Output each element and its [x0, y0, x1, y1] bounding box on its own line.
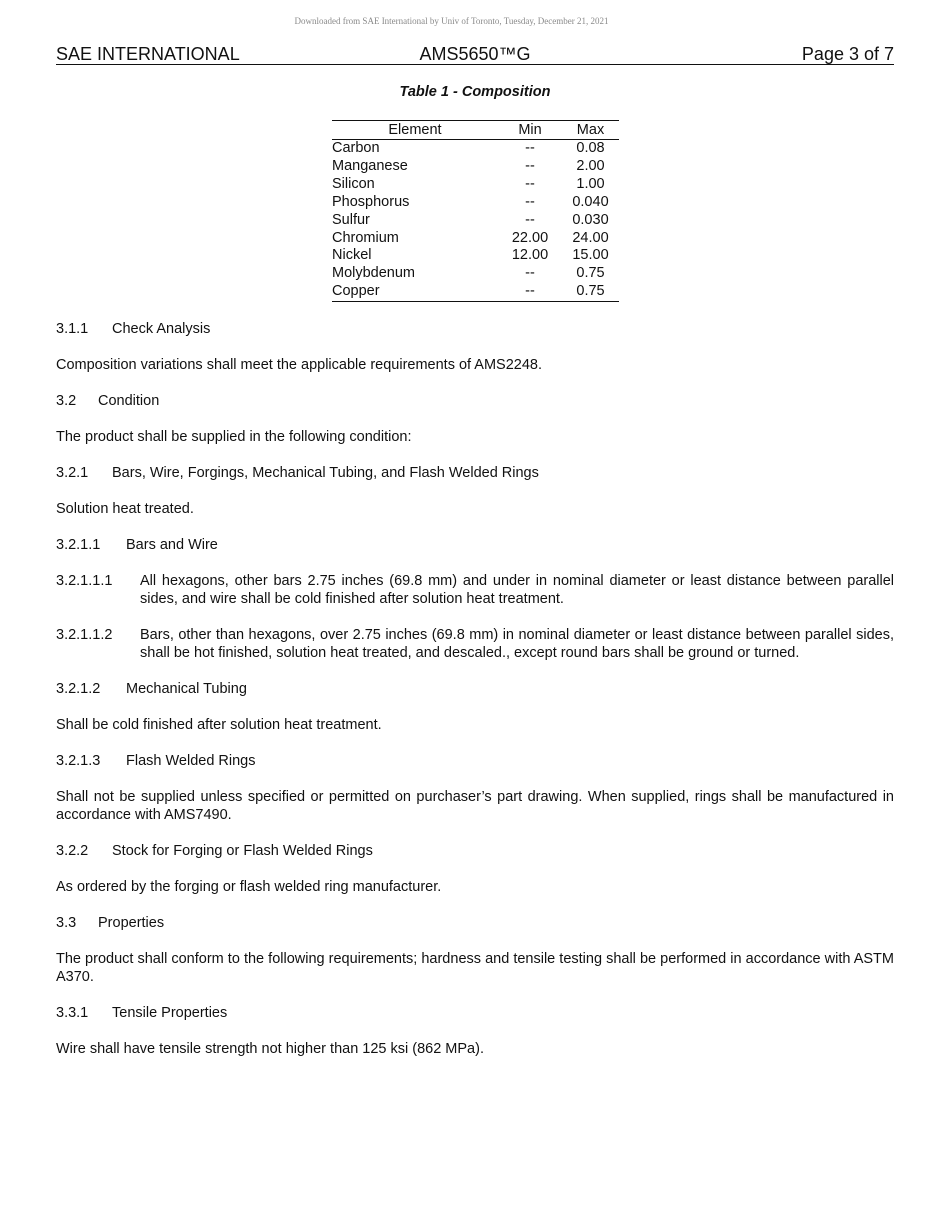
header-page-number: Page 3 of 7 — [801, 44, 894, 64]
min-cell: 22.00 — [511, 229, 549, 246]
page-header — [56, 44, 894, 65]
min-cell: -- — [525, 211, 535, 228]
max-cell: 15.00 — [572, 247, 609, 264]
paragraph-stock-for-forging: As ordered by the forging or flash welded ring manufacturer. — [56, 879, 442, 895]
section-heading-stock-for-forging — [56, 842, 894, 860]
max-cell: 0.08 — [576, 140, 605, 156]
element-cell: Carbon — [332, 140, 380, 156]
min-cell: 12.00 — [511, 247, 549, 264]
subsection-text: All hexagons, other bars 2.75 inches (69.8 mm) and under in nominal diameter or least distance between parallel sides, and wire shall be cold finished after solution heat treatment. — [140, 573, 894, 607]
section-title: Bars, Wire, Forgings, Mechanical Tubing, and Flash Welded Rings — [112, 465, 539, 481]
section-heading-mechanical-tubing — [56, 680, 894, 698]
section-heading-condition — [56, 392, 894, 410]
section-number: 3.2 — [56, 393, 77, 409]
paragraph-solution-heat-treated: Solution heat treated. — [56, 501, 194, 517]
max-cell: 0.040 — [572, 193, 609, 210]
section-number: 3.2.1.3 — [56, 753, 101, 769]
column-header-min: Min — [498, 121, 562, 140]
element-cell: Chromium — [332, 229, 399, 246]
section-title: Bars and Wire — [126, 537, 218, 553]
table-header-row — [332, 121, 619, 140]
section-number: 3.2.1 — [56, 465, 89, 481]
table-row — [332, 212, 619, 230]
section-heading-flash-welded-rings — [56, 752, 894, 770]
table-row — [332, 194, 619, 212]
table-row — [332, 158, 619, 176]
element-cell: Sulfur — [332, 211, 370, 228]
min-cell: -- — [525, 265, 535, 282]
section-number: 3.2.1.1.1 — [56, 573, 113, 589]
paragraph-properties: The product shall conform to the following requirements; hardness and tensile testing shall be performed in accordance with ASTM A370. — [56, 951, 894, 985]
section-heading-bars-and-wire — [56, 536, 894, 554]
subsection-bars-other-than-hexagons — [56, 626, 894, 662]
paragraph-check-analysis: Composition variations shall meet the applicable requirements of AMS2248. — [56, 357, 543, 373]
section-heading-bars-wire-forgings — [56, 464, 894, 482]
paragraph-condition: The product shall be supplied in the following condition: — [56, 429, 412, 445]
download-watermark: Downloaded from SAE International by Univ of Toronto, Tuesday, December 21, 2021 — [294, 16, 609, 26]
element-cell: Molybdenum — [332, 265, 416, 282]
section-number: 3.2.1.1 — [56, 537, 101, 553]
element-cell: Nickel — [332, 247, 372, 264]
min-cell: -- — [525, 175, 535, 192]
composition-table — [332, 120, 619, 302]
element-cell: Phosphorus — [332, 193, 410, 210]
document-body — [56, 320, 894, 1076]
section-number: 3.2.1.1.2 — [56, 627, 113, 643]
header-organization: SAE INTERNATIONAL — [56, 44, 240, 64]
section-title: Stock for Forging or Flash Welded Rings — [112, 843, 373, 859]
element-cell: Silicon — [332, 175, 375, 192]
table-row — [332, 265, 619, 283]
table-row — [332, 176, 619, 194]
section-title: Properties — [98, 915, 165, 931]
section-number: 3.2.1.2 — [56, 681, 101, 697]
max-cell: 0.030 — [572, 211, 609, 228]
min-cell: -- — [525, 140, 535, 156]
paragraph-mechanical-tubing: Shall be cold finished after solution heat treatment. — [56, 717, 382, 733]
section-title: Check Analysis — [112, 321, 211, 337]
element-cell: Manganese — [332, 157, 408, 174]
min-cell: -- — [525, 157, 535, 174]
min-cell: -- — [525, 193, 535, 210]
max-cell: 0.75 — [576, 283, 605, 300]
table-row — [332, 230, 619, 248]
max-cell: 0.75 — [576, 265, 605, 282]
max-cell: 24.00 — [572, 229, 609, 246]
section-heading-check-analysis — [56, 320, 894, 338]
element-cell: Copper — [332, 283, 380, 300]
section-number: 3.1.1 — [56, 321, 89, 337]
section-title: Mechanical Tubing — [126, 681, 247, 697]
min-cell: -- — [525, 283, 535, 300]
column-header-max: Max — [562, 121, 619, 140]
section-title: Tensile Properties — [112, 1005, 228, 1021]
section-title: Flash Welded Rings — [126, 753, 256, 769]
subsection-hexagons — [56, 572, 894, 608]
paragraph-tensile-properties: Wire shall have tensile strength not higher than 125 ksi (862 MPa). — [56, 1041, 484, 1057]
header-document-number: AMS5650™G — [419, 44, 531, 64]
max-cell: 2.00 — [576, 157, 605, 174]
section-number: 3.3.1 — [56, 1005, 89, 1021]
subsection-text: Bars, other than hexagons, over 2.75 inches (69.8 mm) in nominal diameter or least distance between parallel sides, shall be hot finished, solution heat treated, and descaled., except round bars shall be ground or turned. — [140, 627, 894, 661]
section-heading-properties — [56, 914, 894, 932]
section-number: 3.2.2 — [56, 843, 89, 859]
column-header-element: Element — [332, 121, 498, 140]
section-heading-tensile-properties — [56, 1004, 894, 1022]
paragraph-flash-welded-rings: Shall not be supplied unless specified or permitted on purchaser’s part drawing. When supplied, rings shall be manufactured in accordance with AMS7490. — [56, 789, 894, 823]
section-title: Condition — [98, 393, 160, 409]
table-row — [332, 247, 619, 265]
table-row — [332, 283, 619, 301]
table-row — [332, 140, 619, 158]
section-number: 3.3 — [56, 915, 77, 931]
max-cell: 1.00 — [576, 175, 605, 192]
table-title: Table 1 - Composition — [399, 84, 551, 100]
